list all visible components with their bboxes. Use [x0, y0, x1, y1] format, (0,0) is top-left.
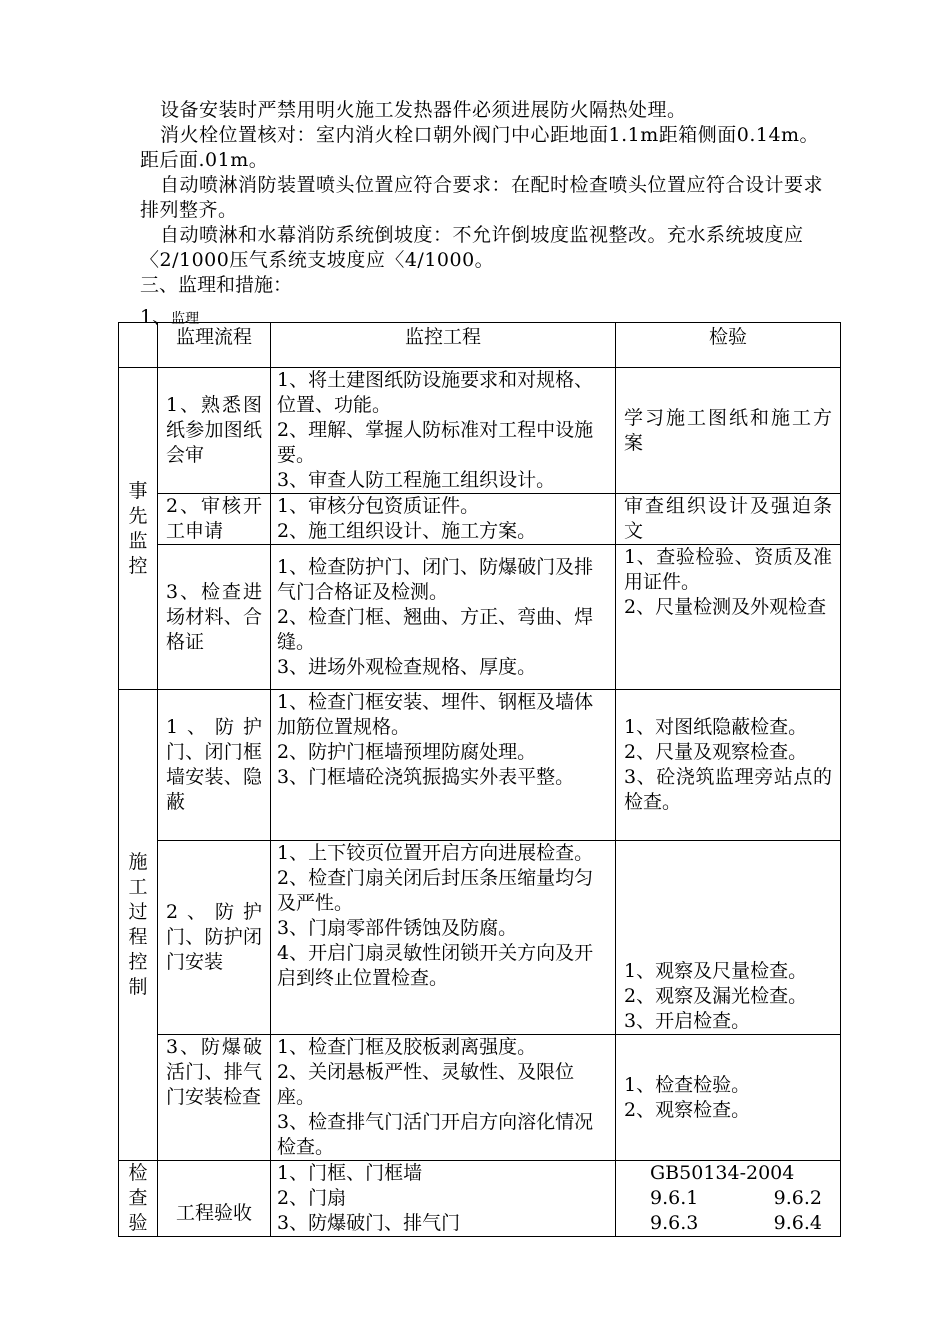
check-cell: 审查组织设计及强迫条文: [616, 494, 841, 545]
header-inspection: 检验: [616, 323, 841, 368]
items-cell: 1、检查门框安装、埋件、钢框及墙体加筋位置规格。 2、防护门框墙预埋防腐处理。 3、门框墙砼浇筑振捣实外表平整。: [271, 690, 616, 841]
step-cell: 1、熟悉图纸参加图纸会审: [158, 368, 271, 494]
paragraph-sprinkler-slope: 自动喷淋和水幕消防系统倒坡度：不允许倒坡度监视整改。充水系统坡度应〈2/1000压气系统支坡度应〈4/1000。: [140, 224, 804, 271]
step-cell: 3、检查进场材料、合格证: [158, 545, 271, 690]
table-row: [119, 1035, 841, 1161]
header-control-items: 监控工程: [271, 323, 616, 368]
paragraph-sprinkler-position: 自动喷淋消防装置喷头位置应符合要求：在配时检查喷头位置应符合设计要求排列整齐。: [140, 174, 824, 221]
standard-clause-row: 9.6.1 9.6.2: [650, 1187, 822, 1209]
standard-cell: [616, 1161, 841, 1237]
items-cell: 1、门框、门框墙 2、门扇 3、防爆破门、排气门: [271, 1161, 616, 1237]
check-cell: 1、观察及尺量检查。 2、观察及漏光检查。 3、开启检查。: [616, 841, 841, 1035]
items-cell: 1、上下铰页位置开启方向进展检查。 2、检查门扇关闭后封压条压缩量均匀及严性。 3、门扇零部件锈蚀及防腐。 4、开启门扇灵敏性闭锁开关方向及开启到终止位置检查。: [271, 841, 616, 1035]
paragraph-hydrant-position: 消火栓位置核对：室内消火栓口朝外阀门中心距地面1.1m距箱侧面0.14m。距后面.01m。: [140, 124, 820, 171]
step-cell: 2、审核开工申请: [158, 494, 271, 545]
step-cell: 1、防护门、闭门框墙安装、隐蔽: [158, 690, 271, 841]
items-cell: 1、审核分包资质证件。 2、施工组织设计、施工方案。: [271, 494, 616, 545]
header-process: 监理流程: [158, 323, 271, 368]
sub-heading-label: 监理: [171, 311, 200, 327]
phase-cell: 事先监控: [119, 368, 158, 690]
check-cell: 1、对图纸隐蔽检查。 2、尺量及观察检查。 3、砼浇筑监理旁站点的检查。: [616, 690, 841, 841]
table-row: [119, 690, 841, 841]
step-cell: 工程验收: [158, 1161, 271, 1237]
sub-heading-number: 1、: [140, 306, 172, 328]
supervision-table: [118, 322, 841, 1237]
items-cell: 1、检查门框及胶板剥离强度。 2、关闭悬板严性、灵敏性、及限位座。 3、检查排气门活门开启方向溶化情况检查。: [271, 1035, 616, 1161]
table-row: [119, 1161, 841, 1237]
standard-code: GB50134-2004: [650, 1162, 795, 1184]
table-row: [119, 368, 841, 494]
table-header-row: [119, 323, 841, 368]
check-cell: 1、检查检验。 2、观察检查。: [616, 1035, 841, 1161]
table-row: [119, 545, 841, 690]
check-cell: 学习施工图纸和施工方案: [616, 368, 841, 494]
step-cell: 3、防爆破活门、排气门安装检查: [158, 1035, 271, 1161]
step-cell: 2、防护门、防护闭门安装: [158, 841, 271, 1035]
paragraph-fire-insulation: 设备安装时严禁用明火施工发热器件必须进展防火隔热处理。: [160, 99, 687, 121]
check-cell: 1、查验检验、资质及准用证件。 2、尺量检测及外观检查: [616, 545, 841, 690]
header-phase: [119, 323, 158, 368]
phase-cell: 检查验: [119, 1161, 158, 1237]
standard-reference: [624, 1161, 832, 1236]
items-cell: 1、将土建图纸防设施要求和对规格、位置、功能。 2、理解、掌握人防标准对工程中设施要。 3、审查人防工程施工组织设计。: [271, 368, 616, 494]
standard-clause-row: 9.6.3 9.6.4: [650, 1212, 822, 1234]
table-row: [119, 841, 841, 1035]
items-cell: 1、检查防护门、闭门、防爆破门及排气门合格证及检测。 2、检查门框、翘曲、方正、弯曲、焊缝。 3、进场外观检查规格、厚度。: [271, 545, 616, 690]
phase-cell: 施工过程控制: [119, 690, 158, 1161]
section-heading: 三、监理和措施：: [140, 274, 293, 296]
table-row: [119, 494, 841, 545]
